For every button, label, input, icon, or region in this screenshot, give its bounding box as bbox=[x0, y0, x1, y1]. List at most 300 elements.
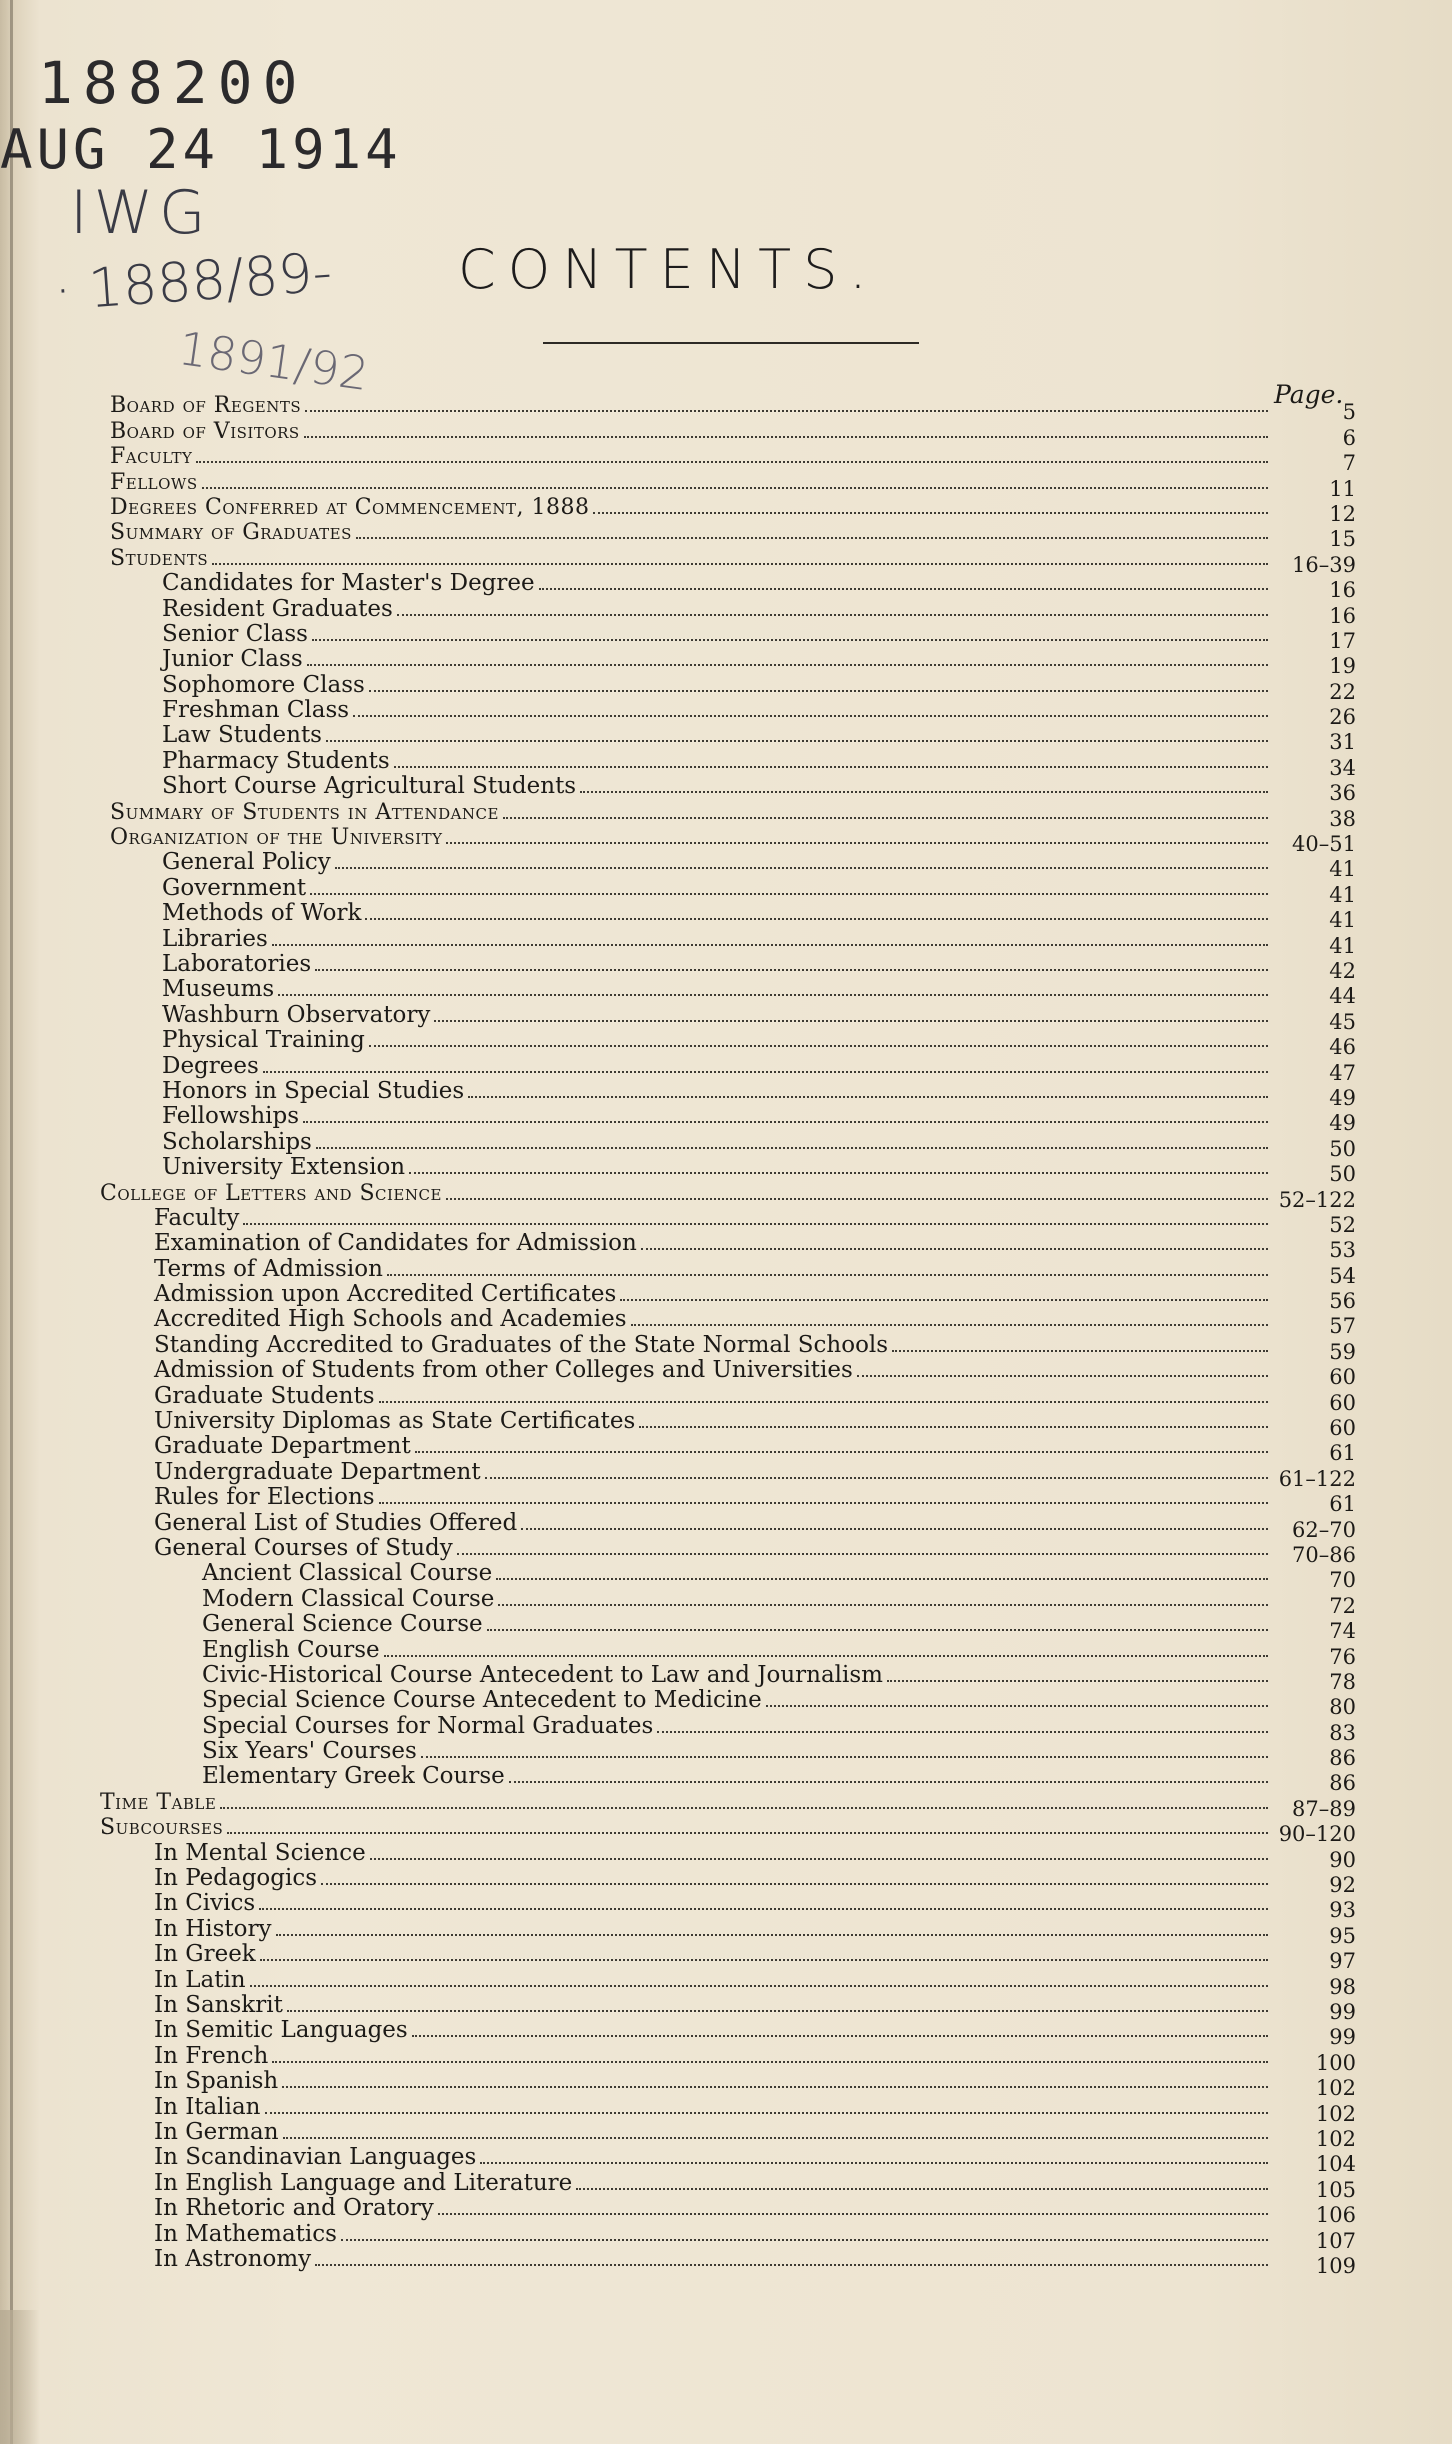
dot-leader bbox=[370, 1858, 1268, 1860]
toc-entry-label: Fellows bbox=[110, 469, 198, 495]
toc-entry-page: 90 bbox=[1329, 1847, 1356, 1872]
toc-entry-label: In Sanskrit bbox=[154, 1992, 283, 2018]
toc-entry-label: Government bbox=[162, 874, 307, 901]
dot-leader bbox=[250, 1985, 1268, 1987]
toc-entry-page: 74 bbox=[1329, 1619, 1356, 1644]
dot-leader bbox=[498, 1604, 1268, 1606]
toc-entry-page: 80 bbox=[1329, 1695, 1356, 1720]
toc-entry-page: 97 bbox=[1329, 1949, 1356, 1974]
handwritten-note-1: IWG bbox=[70, 178, 212, 248]
dot-leader bbox=[321, 1883, 1268, 1885]
toc-entry-page: 36 bbox=[1329, 781, 1356, 806]
toc-entry-page: 86 bbox=[1329, 1771, 1356, 1796]
dot-leader bbox=[335, 867, 1268, 869]
toc-entry bbox=[96, 849, 1356, 882]
toc-entry bbox=[96, 444, 1356, 476]
toc-entry-label: In Latin bbox=[154, 1966, 246, 1993]
toc-entry-label: Faculty bbox=[154, 1204, 240, 1231]
toc-entry bbox=[96, 646, 1356, 679]
toc-entry-page: 44 bbox=[1329, 984, 1356, 1009]
toc-entry-page: 40–51 bbox=[1292, 832, 1356, 857]
toc-entry-page: 41 bbox=[1329, 882, 1356, 907]
toc-entry bbox=[96, 1636, 1356, 1669]
toc-entry-label: Board of Visitors bbox=[110, 418, 300, 444]
dot-leader bbox=[397, 614, 1268, 616]
toc-entry-page: 16–39 bbox=[1292, 552, 1356, 577]
dot-leader bbox=[365, 918, 1268, 920]
toc-entry-page: 60 bbox=[1329, 1365, 1356, 1390]
toc-entry-label: In Mathematics bbox=[154, 2220, 337, 2247]
dot-leader bbox=[641, 1248, 1268, 1250]
toc-entry-label: Methods of Work bbox=[162, 900, 362, 927]
toc-entry bbox=[96, 2220, 1356, 2253]
dot-leader bbox=[485, 1477, 1268, 1479]
toc-entry-page: 50 bbox=[1329, 1162, 1356, 1187]
toc-entry-page: 100 bbox=[1315, 2050, 1356, 2075]
toc-entry-label: In English Language and Literature bbox=[154, 2169, 573, 2196]
dot-leader bbox=[272, 944, 1268, 946]
toc-entry-page: 6 bbox=[1342, 425, 1356, 450]
toc-entry-label: English Course bbox=[202, 1636, 380, 1663]
dot-leader bbox=[580, 791, 1268, 793]
toc-entry-page: 22 bbox=[1329, 679, 1356, 704]
dot-leader bbox=[412, 2035, 1268, 2037]
accession-number: 188200 bbox=[38, 49, 308, 117]
dot-leader bbox=[509, 1781, 1268, 1783]
toc-entry bbox=[96, 1230, 1356, 1263]
toc-entry-page: 61 bbox=[1329, 1492, 1356, 1517]
toc-entry-label: Standing Accredited to Graduates of the State Normal Schools bbox=[154, 1331, 889, 1358]
toc-entry-label: Junior Class bbox=[162, 646, 303, 673]
toc-entry bbox=[96, 900, 1356, 933]
toc-entry-page: 41 bbox=[1329, 933, 1356, 958]
dot-leader bbox=[310, 893, 1268, 895]
toc-entry-label: Pharmacy Students bbox=[162, 747, 390, 774]
toc-entry-page: 41 bbox=[1329, 908, 1356, 933]
toc-entry bbox=[96, 799, 1356, 831]
dot-leader bbox=[384, 1655, 1268, 1657]
toc-entry-label: Board of Regents bbox=[110, 393, 302, 419]
toc-entry bbox=[96, 494, 1356, 526]
dot-leader bbox=[496, 1578, 1268, 1580]
toc-entry-label: Admission of Students from other Colleges and Universities bbox=[154, 1357, 853, 1384]
toc-entry-page: 7 bbox=[1342, 451, 1356, 476]
toc-entry bbox=[96, 2118, 1356, 2151]
dot-leader bbox=[446, 1198, 1268, 1200]
stamp-date: AUG 24 1914 bbox=[0, 118, 402, 181]
dot-leader bbox=[353, 715, 1268, 717]
dot-leader bbox=[857, 1375, 1268, 1377]
toc-entry-label: Museums bbox=[162, 976, 275, 1003]
toc-entry-label: Special Science Course Antecedent to Medicine bbox=[202, 1687, 762, 1714]
binding-edge bbox=[10, 0, 13, 2444]
toc-entry-label: Candidates for Master's Degree bbox=[162, 570, 535, 597]
dot-leader bbox=[341, 2239, 1268, 2241]
toc-entry bbox=[96, 2042, 1356, 2075]
toc-entry-page: 45 bbox=[1329, 1009, 1356, 1034]
toc-entry-label: Libraries bbox=[162, 925, 268, 952]
dot-leader bbox=[272, 2061, 1268, 2063]
dot-leader bbox=[892, 1350, 1268, 1352]
dot-leader bbox=[243, 1223, 1268, 1225]
dot-leader bbox=[639, 1426, 1268, 1428]
toc-entry-label: Students bbox=[110, 545, 209, 571]
toc-entry-page: 107 bbox=[1315, 2228, 1356, 2253]
toc-entry-page: 54 bbox=[1329, 1263, 1356, 1288]
toc-entry-page: 31 bbox=[1329, 730, 1356, 755]
toc-entry-label: Physical Training bbox=[162, 1027, 365, 1054]
toc-entry-label: Laboratories bbox=[162, 950, 312, 977]
toc-entry-page: 57 bbox=[1329, 1314, 1356, 1339]
toc-entry-page: 12 bbox=[1329, 501, 1356, 526]
dot-leader bbox=[421, 1756, 1268, 1758]
toc-entry bbox=[96, 1408, 1356, 1441]
dot-leader bbox=[387, 1274, 1268, 1276]
toc-entry-label: In Pedagogics bbox=[154, 1865, 318, 1892]
toc-entry-page: 5 bbox=[1342, 400, 1356, 425]
page-title: CONTENTS. bbox=[458, 238, 879, 301]
toc-entry bbox=[96, 2017, 1356, 2050]
dot-leader bbox=[503, 817, 1268, 819]
toc-entry-page: 105 bbox=[1315, 2177, 1356, 2202]
toc-entry bbox=[96, 570, 1356, 603]
toc-entry bbox=[96, 1128, 1356, 1161]
toc-entry-label: In Astronomy bbox=[154, 2245, 312, 2272]
toc-entry bbox=[96, 2169, 1356, 2202]
toc-entry-label: In Italian bbox=[154, 2093, 261, 2120]
toc-entry-page: 90–120 bbox=[1278, 1822, 1356, 1847]
toc-entry-page: 17 bbox=[1329, 628, 1356, 653]
dot-leader bbox=[766, 1705, 1268, 1707]
toc-entry bbox=[96, 1027, 1356, 1060]
toc-entry-page: 38 bbox=[1329, 806, 1356, 831]
toc-entry-page: 72 bbox=[1329, 1593, 1356, 1618]
dot-leader bbox=[278, 994, 1268, 996]
toc-entry-label: In History bbox=[154, 1915, 272, 1942]
toc-entry-label: Washburn Observatory bbox=[162, 1001, 431, 1028]
dot-leader bbox=[631, 1324, 1269, 1326]
toc-entry-label: General Science Course bbox=[202, 1611, 483, 1638]
dot-leader bbox=[369, 690, 1268, 692]
toc-entry-page: 42 bbox=[1329, 958, 1356, 983]
toc-entry-page: 56 bbox=[1329, 1289, 1356, 1314]
dot-leader bbox=[212, 563, 1268, 565]
toc-entry bbox=[96, 1052, 1356, 1085]
toc-entry-page: 102 bbox=[1315, 2101, 1356, 2126]
dot-leader bbox=[304, 436, 1268, 438]
toc-entry-label: In Rhetoric and Oratory bbox=[154, 2195, 434, 2222]
toc-entry-label: Summary of Students in Attendance bbox=[110, 799, 499, 825]
toc-entry-label: In Civics bbox=[154, 1890, 256, 1917]
toc-entry bbox=[96, 469, 1356, 501]
dot-leader bbox=[282, 2086, 1268, 2088]
toc-entry-label: Examination of Candidates for Admission bbox=[154, 1230, 637, 1257]
page-wear bbox=[0, 2310, 40, 2444]
toc-entry bbox=[96, 1839, 1356, 1872]
toc-entry-page: 26 bbox=[1329, 705, 1356, 730]
toc-entry-label: In Semitic Languages bbox=[154, 2017, 408, 2044]
toc-entry-label: Faculty bbox=[110, 444, 193, 470]
toc-entry-label: Resident Graduates bbox=[162, 595, 393, 622]
toc-entry-page: 60 bbox=[1329, 1390, 1356, 1415]
dot-leader bbox=[620, 1299, 1268, 1301]
dot-leader bbox=[356, 537, 1268, 539]
toc-entry-label: Summary of Graduates bbox=[110, 520, 352, 546]
toc-entry-label: Civic-Historical Course Antecedent to Law and Journalism bbox=[202, 1661, 883, 1688]
toc-entry-page: 76 bbox=[1329, 1644, 1356, 1669]
toc-entry-label: General List of Studies Offered bbox=[154, 1509, 518, 1536]
toc-entry bbox=[96, 1331, 1356, 1364]
toc-entry bbox=[96, 825, 1356, 857]
toc-entry-page: 46 bbox=[1329, 1035, 1356, 1060]
toc-entry-page: 16 bbox=[1329, 603, 1356, 628]
toc-entry bbox=[96, 1484, 1356, 1517]
dot-leader bbox=[315, 2264, 1268, 2266]
toc-entry bbox=[96, 1789, 1356, 1821]
toc-entry bbox=[96, 620, 1356, 653]
dot-leader bbox=[305, 410, 1268, 412]
toc-entry-page: 99 bbox=[1329, 2000, 1356, 2024]
toc-entry-page: 50 bbox=[1329, 1136, 1356, 1161]
toc-entry bbox=[96, 1458, 1356, 1491]
toc-entry bbox=[96, 2144, 1356, 2177]
toc-entry bbox=[96, 2093, 1356, 2126]
toc-entry bbox=[96, 671, 1356, 704]
toc-entry bbox=[96, 1992, 1356, 2024]
toc-entry bbox=[96, 1738, 1356, 1771]
dot-leader bbox=[434, 1020, 1268, 1022]
toc-entry bbox=[96, 925, 1356, 958]
toc-entry bbox=[96, 1941, 1356, 1974]
toc-entry-label: Senior Class bbox=[162, 620, 308, 647]
dot-leader bbox=[539, 588, 1268, 590]
dot-leader bbox=[593, 512, 1268, 514]
dot-leader bbox=[283, 2137, 1268, 2139]
dot-leader bbox=[457, 1553, 1268, 1555]
handwritten-note-3: 1891/92 bbox=[175, 320, 372, 402]
toc-entry-page: 34 bbox=[1329, 755, 1356, 780]
dot-leader bbox=[576, 2188, 1268, 2190]
toc-entry bbox=[96, 393, 1356, 425]
dot-leader bbox=[316, 1147, 1268, 1149]
toc-entry-page: 11 bbox=[1329, 476, 1356, 501]
handwritten-note-2: · 1888/89- bbox=[52, 240, 335, 323]
toc-entry-label: Ancient Classical Course bbox=[202, 1560, 493, 1587]
toc-entry-label: Scholarships bbox=[162, 1128, 312, 1155]
toc-entry-page: 106 bbox=[1315, 2203, 1356, 2228]
dot-leader bbox=[227, 1832, 1268, 1834]
dot-leader bbox=[260, 1959, 1268, 1961]
dot-leader bbox=[487, 1629, 1268, 1631]
toc-entry-label: Degrees bbox=[162, 1052, 259, 1079]
toc-entry-page: 60 bbox=[1329, 1416, 1356, 1441]
toc-entry bbox=[96, 2195, 1356, 2228]
toc-entry-label: General Policy bbox=[162, 849, 331, 876]
toc-entry-label: Elementary Greek Course bbox=[202, 1763, 505, 1790]
page-column-header: Page. bbox=[1274, 380, 1344, 409]
toc-entry bbox=[96, 1255, 1356, 1288]
toc-entry bbox=[96, 1661, 1356, 1694]
toc-entry bbox=[96, 697, 1356, 730]
toc-entry-label: In French bbox=[154, 2042, 269, 2069]
toc-entry bbox=[96, 1077, 1356, 1110]
toc-entry-label: Freshman Class bbox=[162, 697, 350, 724]
dot-leader bbox=[315, 969, 1268, 971]
toc-entry bbox=[96, 747, 1356, 780]
toc-entry-page: 83 bbox=[1329, 1720, 1356, 1745]
toc-entry bbox=[96, 1382, 1356, 1415]
toc-entry-label: In Greek bbox=[154, 1941, 256, 1968]
toc-entry-label: Short Course Agricultural Students bbox=[162, 773, 577, 800]
toc-entry bbox=[96, 1915, 1356, 1948]
toc-entry bbox=[96, 1611, 1356, 1644]
dot-leader bbox=[220, 1807, 1268, 1809]
dot-leader bbox=[468, 1096, 1268, 1098]
toc-entry-page: 98 bbox=[1329, 1974, 1356, 1999]
dot-leader bbox=[446, 842, 1268, 844]
toc-entry-page: 52 bbox=[1329, 1212, 1356, 1237]
toc-entry-page: 78 bbox=[1329, 1669, 1356, 1694]
toc-entry-page: 59 bbox=[1329, 1339, 1356, 1364]
toc-entry-page: 52–122 bbox=[1278, 1187, 1356, 1212]
toc-entry-page: 15 bbox=[1329, 527, 1356, 552]
toc-entry-page: 16 bbox=[1329, 578, 1356, 603]
toc-entry-label: Rules for Elections bbox=[154, 1484, 375, 1511]
dot-leader bbox=[265, 2112, 1269, 2114]
toc-entry-page: 62–70 bbox=[1292, 1517, 1356, 1542]
toc-entry-label: Law Students bbox=[162, 722, 322, 749]
toc-entry-label: Special Courses for Normal Graduates bbox=[202, 1712, 654, 1739]
toc-entry bbox=[96, 1865, 1356, 1898]
toc-entry bbox=[96, 1357, 1356, 1390]
toc-entry bbox=[96, 1180, 1356, 1212]
toc-entry bbox=[96, 976, 1356, 1009]
toc-entry-page: 53 bbox=[1329, 1238, 1356, 1263]
dot-leader bbox=[887, 1680, 1268, 1682]
toc-entry-label: University Diplomas as State Certificates bbox=[154, 1408, 636, 1435]
dot-leader bbox=[415, 1451, 1268, 1453]
toc-entry-page: 87–89 bbox=[1292, 1796, 1356, 1821]
toc-entry-page: 47 bbox=[1329, 1060, 1356, 1085]
toc-entry-label: General Courses of Study bbox=[154, 1534, 453, 1561]
toc-entry-label: Terms of Admission bbox=[154, 1255, 383, 1282]
table-of-contents bbox=[96, 393, 1356, 2278]
toc-entry-label: Fellowships bbox=[162, 1103, 300, 1130]
toc-entry-page: 95 bbox=[1329, 1923, 1356, 1948]
toc-entry bbox=[96, 950, 1356, 983]
toc-entry bbox=[96, 1712, 1356, 1745]
toc-entry-label: College of Letters and Science bbox=[100, 1180, 442, 1206]
toc-entry bbox=[96, 1763, 1356, 1796]
toc-entry-page: 61 bbox=[1329, 1441, 1356, 1466]
toc-entry-label: Degrees Conferred at Commencement, 1888 bbox=[110, 494, 590, 520]
dot-leader bbox=[657, 1731, 1268, 1733]
toc-entry bbox=[96, 1154, 1356, 1187]
toc-entry-label: Time Table bbox=[100, 1789, 217, 1815]
toc-entry bbox=[96, 418, 1356, 450]
toc-entry-page: 99 bbox=[1329, 2025, 1356, 2050]
toc-entry-label: Six Years' Courses bbox=[202, 1738, 417, 1765]
title-rule bbox=[543, 342, 919, 344]
toc-entry-page: 49 bbox=[1329, 1111, 1356, 1136]
toc-entry bbox=[96, 595, 1356, 628]
toc-entry-label: Honors in Special Studies bbox=[162, 1077, 465, 1104]
toc-entry-label: Subcourses bbox=[100, 1815, 224, 1841]
dot-leader bbox=[303, 1121, 1268, 1123]
library-stamp bbox=[0, 48, 402, 182]
toc-entry bbox=[96, 1204, 1356, 1237]
toc-entry-page: 70 bbox=[1329, 1568, 1356, 1593]
toc-entry-page: 49 bbox=[1329, 1085, 1356, 1110]
toc-entry-page: 109 bbox=[1315, 2253, 1356, 2278]
dot-leader bbox=[326, 740, 1268, 742]
toc-entry-page: 92 bbox=[1329, 1873, 1356, 1898]
dot-leader bbox=[438, 2213, 1268, 2215]
toc-entry-page: 70–86 bbox=[1292, 1542, 1356, 1567]
toc-entry bbox=[96, 1103, 1356, 1136]
toc-entry-label: Modern Classical Course bbox=[202, 1585, 495, 1612]
toc-entry bbox=[96, 1509, 1356, 1542]
toc-entry-label: Admission upon Accredited Certificates bbox=[154, 1281, 617, 1308]
dot-leader bbox=[409, 1172, 1268, 1174]
toc-entry bbox=[96, 1890, 1356, 1923]
toc-entry bbox=[96, 722, 1356, 755]
toc-entry bbox=[96, 874, 1356, 907]
toc-entry bbox=[96, 1687, 1356, 1720]
toc-entry bbox=[96, 2245, 1356, 2278]
toc-entry-label: In Scandinavian Languages bbox=[154, 2144, 477, 2171]
dot-leader bbox=[196, 461, 1268, 463]
toc-entry-label: Undergraduate Department bbox=[154, 1458, 481, 1485]
toc-entry bbox=[96, 1815, 1356, 1847]
toc-entry-page: 86 bbox=[1329, 1746, 1356, 1771]
toc-entry bbox=[96, 545, 1356, 577]
toc-entry-label: Accredited High Schools and Academies bbox=[154, 1306, 627, 1333]
toc-entry-page: 102 bbox=[1315, 2076, 1356, 2101]
toc-entry-page: 104 bbox=[1315, 2152, 1356, 2177]
toc-entry bbox=[96, 1585, 1356, 1618]
dot-leader bbox=[379, 1401, 1269, 1403]
toc-entry-page: 102 bbox=[1315, 2126, 1356, 2151]
toc-entry-label: Organization of the University bbox=[110, 825, 443, 851]
toc-entry bbox=[96, 773, 1356, 806]
toc-entry-page: 93 bbox=[1329, 1898, 1356, 1923]
dot-leader bbox=[369, 1045, 1268, 1047]
dot-leader bbox=[394, 766, 1268, 768]
dot-leader bbox=[312, 639, 1268, 641]
toc-entry bbox=[96, 520, 1356, 552]
dot-leader bbox=[307, 664, 1268, 666]
dot-leader bbox=[480, 2162, 1268, 2164]
toc-entry-label: In German bbox=[154, 2118, 279, 2145]
dot-leader bbox=[276, 1934, 1268, 1936]
toc-entry-label: Graduate Department bbox=[154, 1433, 411, 1460]
dot-leader bbox=[521, 1528, 1268, 1530]
toc-entry bbox=[96, 1534, 1356, 1567]
toc-entry bbox=[96, 1966, 1356, 1999]
toc-entry bbox=[96, 1560, 1356, 1593]
toc-entry bbox=[96, 1306, 1356, 1339]
toc-entry-page: 19 bbox=[1329, 654, 1356, 679]
dot-leader bbox=[379, 1502, 1268, 1504]
toc-entry bbox=[96, 1433, 1356, 1466]
toc-entry-label: Sophomore Class bbox=[162, 671, 365, 698]
dot-leader bbox=[202, 487, 1268, 489]
toc-entry bbox=[96, 1001, 1356, 1034]
toc-entry-label: In Mental Science bbox=[154, 1839, 366, 1866]
toc-entry-label: In Spanish bbox=[154, 2068, 279, 2095]
dot-leader bbox=[259, 1908, 1268, 1910]
